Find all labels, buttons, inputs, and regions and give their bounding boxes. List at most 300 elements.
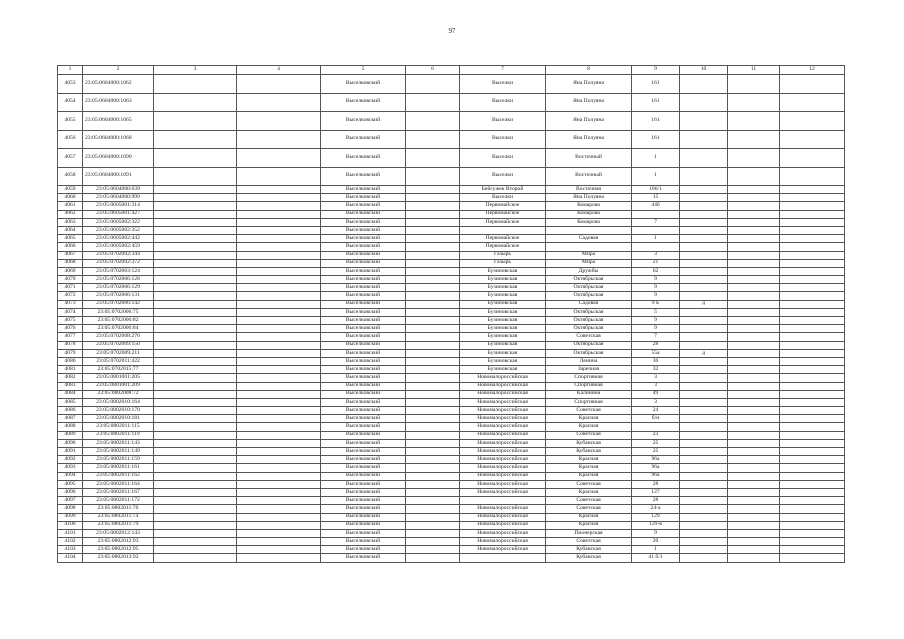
- cell-col-11: [728, 423, 780, 431]
- page-number: 97: [448, 27, 456, 35]
- cell-col-10: [680, 317, 728, 325]
- cell-col-7: Новомалороссийская: [460, 374, 546, 382]
- cell-col-1: 4086: [58, 407, 83, 415]
- cell-col-8: Красная: [546, 472, 632, 480]
- cell-col-8: Пионерская: [546, 529, 632, 537]
- cell-col-3: [154, 130, 237, 149]
- cell-col-8: Октябрьская: [546, 341, 632, 349]
- cell-col-2: 23:05:0802011:74: [83, 513, 154, 521]
- cell-col-4: [237, 341, 321, 349]
- cell-col-5: Выселковский: [321, 538, 406, 546]
- cell-col-1: 4070: [58, 276, 83, 284]
- cell-col-2: 23:05:0702006:129: [83, 284, 154, 292]
- cell-col-9: 161: [632, 93, 680, 112]
- cell-col-8: Мира: [546, 259, 632, 267]
- cell-col-9: 7: [632, 218, 680, 226]
- cell-col-12: [780, 423, 845, 431]
- cell-col-10: [680, 284, 728, 292]
- cell-col-3: [154, 112, 237, 131]
- cell-col-5: Выселковский: [321, 357, 406, 365]
- cell-col-6: [406, 167, 460, 186]
- cell-col-8: [546, 243, 632, 251]
- cell-col-11: [728, 235, 780, 243]
- cell-col-11: [728, 398, 780, 406]
- cell-col-2: 23:05:0702006:131: [83, 292, 154, 300]
- cell-col-4: [237, 218, 321, 226]
- cell-col-7: Выселки: [460, 167, 546, 186]
- cell-col-10: [680, 538, 728, 546]
- cell-col-3: [154, 472, 237, 480]
- cell-col-12: [780, 407, 845, 415]
- cell-col-5: Выселковский: [321, 480, 406, 488]
- col-10-header: 10: [680, 66, 728, 75]
- table-row: [58, 349, 845, 357]
- cell-col-3: [154, 251, 237, 259]
- table-row: [58, 431, 845, 439]
- cell-col-1: 4089: [58, 431, 83, 439]
- cell-col-8: Калинина: [546, 390, 632, 398]
- cell-col-7: Выселки: [460, 75, 546, 94]
- table-row: [58, 456, 845, 464]
- cell-col-10: [680, 472, 728, 480]
- cell-col-12: [780, 497, 845, 505]
- cell-col-7: Первомайское: [460, 235, 546, 243]
- cell-col-1: 4075: [58, 317, 83, 325]
- col-3-header: 3: [154, 66, 237, 75]
- cell-col-1: 4054: [58, 93, 83, 112]
- table-row: [58, 112, 845, 131]
- cell-col-10: [680, 149, 728, 168]
- cell-col-4: [237, 243, 321, 251]
- cell-col-10: [680, 513, 728, 521]
- cell-col-11: [728, 521, 780, 529]
- cell-col-2: 23:05:0802010:170: [83, 407, 154, 415]
- cell-col-5: Выселковский: [321, 521, 406, 529]
- cell-col-3: [154, 186, 237, 194]
- cell-col-3: [154, 235, 237, 243]
- table-row: [58, 505, 845, 513]
- cell-col-6: [406, 423, 460, 431]
- cell-col-12: [780, 521, 845, 529]
- cell-col-3: [154, 267, 237, 275]
- cell-col-1: 4080: [58, 357, 83, 365]
- cell-col-3: [154, 390, 237, 398]
- cell-col-5: Выселковский: [321, 390, 406, 398]
- cell-col-3: [154, 456, 237, 464]
- cell-col-12: [780, 488, 845, 496]
- cell-col-8: Советская: [546, 538, 632, 546]
- cell-col-1: 4076: [58, 325, 83, 333]
- cell-col-3: [154, 464, 237, 472]
- cell-col-2: 23:05:0802011:159: [83, 456, 154, 464]
- cell-col-3: [154, 505, 237, 513]
- cell-col-9: 9 Б: [632, 300, 680, 308]
- cell-col-6: [406, 439, 460, 447]
- cell-col-9: 23: [632, 431, 680, 439]
- cell-col-12: [780, 292, 845, 300]
- cell-col-8: Кубанская: [546, 554, 632, 562]
- col-5-header: 5: [321, 66, 406, 75]
- table-row: [58, 218, 845, 226]
- cell-col-2: 23:05:0802011:162: [83, 472, 154, 480]
- cell-col-8: Красная: [546, 415, 632, 423]
- cell-col-7: Новомалороссийская: [460, 456, 546, 464]
- cell-col-8: Дружбы: [546, 267, 632, 275]
- cell-col-4: [237, 554, 321, 562]
- cell-col-1: 4058: [58, 167, 83, 186]
- cell-col-11: [728, 357, 780, 365]
- cell-col-2: 23:05:0802012:95: [83, 546, 154, 554]
- col-4-header: 4: [237, 66, 321, 75]
- cell-col-8: Восточная: [546, 186, 632, 194]
- cell-col-8: Красная: [546, 464, 632, 472]
- cell-col-5: Выселковский: [321, 93, 406, 112]
- cell-col-9: 62: [632, 267, 680, 275]
- cell-col-4: [237, 448, 321, 456]
- cell-col-6: [406, 276, 460, 284]
- cell-col-4: [237, 93, 321, 112]
- cell-col-8: Спортивная: [546, 398, 632, 406]
- cell-col-2: 23:05:0802011:79: [83, 521, 154, 529]
- cell-col-1: 4088: [58, 423, 83, 431]
- cell-col-6: [406, 267, 460, 275]
- cell-col-12: [780, 75, 845, 94]
- cell-col-10: [680, 480, 728, 488]
- table-row: [58, 357, 845, 365]
- cell-col-9: 3: [632, 374, 680, 382]
- cell-col-2: 23:05:0605002:322: [83, 218, 154, 226]
- cell-col-11: [728, 186, 780, 194]
- cell-col-7: Новомалороссийская: [460, 407, 546, 415]
- cell-col-4: [237, 186, 321, 194]
- cell-col-12: [780, 448, 845, 456]
- cell-col-6: [406, 284, 460, 292]
- cell-col-4: [237, 415, 321, 423]
- cell-col-1: 4063: [58, 218, 83, 226]
- cell-col-12: [780, 218, 845, 226]
- cell-col-10: [680, 341, 728, 349]
- cell-col-12: [780, 243, 845, 251]
- cell-col-11: [728, 382, 780, 390]
- cell-col-8: Садовая: [546, 235, 632, 243]
- cell-col-12: [780, 276, 845, 284]
- cell-col-10: [680, 554, 728, 562]
- cell-col-4: [237, 112, 321, 131]
- cell-col-11: [728, 431, 780, 439]
- cell-col-10: [680, 439, 728, 447]
- cell-col-1: 4053: [58, 75, 83, 94]
- cell-col-6: [406, 374, 460, 382]
- cell-col-9: 1: [632, 149, 680, 168]
- cell-col-11: [728, 472, 780, 480]
- table-row: [58, 130, 845, 149]
- cell-col-2: 23:05:0604000:1062: [83, 75, 154, 94]
- cell-col-2: 23:05:0802012:143: [83, 529, 154, 537]
- cell-col-1: 4074: [58, 308, 83, 316]
- cell-col-5: Выселковский: [321, 366, 406, 374]
- table-row: [58, 398, 845, 406]
- cell-col-3: [154, 488, 237, 496]
- cell-col-7: Новомалороссийская: [460, 521, 546, 529]
- table-row: [58, 235, 845, 243]
- cell-col-1: 4057: [58, 149, 83, 168]
- cell-col-4: [237, 529, 321, 537]
- cell-col-8: Советская: [546, 407, 632, 415]
- cell-col-5: Выселковский: [321, 554, 406, 562]
- cell-col-10: [680, 382, 728, 390]
- cell-col-7: Бузиновская: [460, 267, 546, 275]
- cell-col-8: Яна Полуяна: [546, 75, 632, 94]
- cell-col-5: Выселковский: [321, 259, 406, 267]
- cell-col-12: [780, 480, 845, 488]
- table-row: [58, 366, 845, 374]
- cell-col-8: Мира: [546, 251, 632, 259]
- cell-col-12: [780, 284, 845, 292]
- cell-col-5: Выселковский: [321, 382, 406, 390]
- cell-col-11: [728, 167, 780, 186]
- cell-col-12: [780, 415, 845, 423]
- cell-col-10: [680, 167, 728, 186]
- cell-col-12: [780, 390, 845, 398]
- table-row: [58, 300, 845, 308]
- table-row: [58, 472, 845, 480]
- col-6-header: 6: [406, 66, 460, 75]
- table-row: [58, 210, 845, 218]
- cell-col-3: [154, 300, 237, 308]
- cell-col-3: [154, 431, 237, 439]
- cell-col-9: 127: [632, 488, 680, 496]
- cell-col-6: [406, 390, 460, 398]
- cell-col-1: 4067: [58, 251, 83, 259]
- cell-col-5: Выселковский: [321, 292, 406, 300]
- cell-col-9: 28: [632, 480, 680, 488]
- cell-col-12: [780, 333, 845, 341]
- cell-col-9: 24-а: [632, 505, 680, 513]
- cell-col-7: Новомалороссийская: [460, 505, 546, 513]
- cell-col-3: [154, 497, 237, 505]
- cell-col-1: 4104: [58, 554, 83, 562]
- cell-col-6: [406, 505, 460, 513]
- cell-col-2: 23:05:0605002:352: [83, 226, 154, 234]
- cell-col-12: [780, 251, 845, 259]
- cell-col-3: [154, 480, 237, 488]
- cell-col-1: 4087: [58, 415, 83, 423]
- cell-col-10: [680, 448, 728, 456]
- cell-col-2: 23:05:0702008:276: [83, 333, 154, 341]
- cell-col-10: [680, 325, 728, 333]
- cell-col-5: Выселковский: [321, 529, 406, 537]
- cell-col-5: Выселковский: [321, 300, 406, 308]
- cell-col-12: [780, 456, 845, 464]
- cell-col-7: Бузиновская: [460, 366, 546, 374]
- cell-col-5: Выселковский: [321, 167, 406, 186]
- cell-col-9: 55а: [632, 349, 680, 357]
- cell-col-5: Выселковский: [321, 456, 406, 464]
- cell-col-2: 23:05:0604000:1090: [83, 149, 154, 168]
- cell-col-11: [728, 292, 780, 300]
- cell-col-1: 4093: [58, 464, 83, 472]
- cell-col-8: Октябрьская: [546, 292, 632, 300]
- cell-col-2: 23:05:0802010:181: [83, 415, 154, 423]
- cell-col-3: [154, 415, 237, 423]
- cell-col-4: [237, 472, 321, 480]
- cell-col-1: 4081: [58, 366, 83, 374]
- cell-col-12: [780, 341, 845, 349]
- cell-col-7: Новомалороссийская: [460, 398, 546, 406]
- cell-col-7: Выселки: [460, 93, 546, 112]
- cell-col-5: Выселковский: [321, 513, 406, 521]
- cell-col-10: [680, 546, 728, 554]
- cell-col-12: [780, 505, 845, 513]
- cell-col-1: 4055: [58, 112, 83, 131]
- cell-col-7: Газырь: [460, 251, 546, 259]
- cell-col-3: [154, 382, 237, 390]
- cell-col-9: 25: [632, 448, 680, 456]
- table-row: [58, 325, 845, 333]
- cell-col-1: 4072: [58, 292, 83, 300]
- cell-col-4: [237, 398, 321, 406]
- cell-col-6: [406, 546, 460, 554]
- cell-col-7: Новомалороссийская: [460, 390, 546, 398]
- cell-col-1: 4064: [58, 226, 83, 234]
- cell-col-7: Выселки: [460, 112, 546, 131]
- cell-col-12: [780, 112, 845, 131]
- cell-col-4: [237, 366, 321, 374]
- cell-col-10: [680, 521, 728, 529]
- cell-col-4: [237, 546, 321, 554]
- col-1-header: 1: [58, 66, 83, 75]
- cell-col-3: [154, 374, 237, 382]
- cell-col-5: Выселковский: [321, 431, 406, 439]
- cell-col-10: [680, 390, 728, 398]
- cell-col-9: 1: [632, 546, 680, 554]
- table-row: [58, 93, 845, 112]
- cell-col-11: [728, 93, 780, 112]
- cell-col-9: 21: [632, 259, 680, 267]
- cell-col-2: 23:05:0702002:344: [83, 251, 154, 259]
- cell-col-2: 23:05:0702006:84: [83, 325, 154, 333]
- cell-col-1: 4090: [58, 439, 83, 447]
- cell-col-5: Выселковский: [321, 317, 406, 325]
- cell-col-10: [680, 210, 728, 218]
- cell-col-10: д: [680, 349, 728, 357]
- cell-col-9: 24: [632, 407, 680, 415]
- cell-col-7: Бузиновская: [460, 276, 546, 284]
- cell-col-5: Выселковский: [321, 333, 406, 341]
- cell-col-8: Красная: [546, 456, 632, 464]
- cell-col-12: [780, 317, 845, 325]
- cell-col-11: [728, 325, 780, 333]
- table-row: [58, 317, 845, 325]
- header-row: [58, 66, 845, 75]
- cell-col-9: 161: [632, 130, 680, 149]
- cell-col-10: [680, 235, 728, 243]
- cell-col-5: Выселковский: [321, 202, 406, 210]
- cell-col-2: 23:05:0802011:149: [83, 448, 154, 456]
- cell-col-7: [460, 226, 546, 234]
- cell-col-2: 23:05:0802011:115: [83, 423, 154, 431]
- cell-col-6: [406, 488, 460, 496]
- cell-col-4: [237, 431, 321, 439]
- table-row: [58, 382, 845, 390]
- cell-col-9: [632, 226, 680, 234]
- cell-col-12: [780, 259, 845, 267]
- cell-col-1: 4091: [58, 448, 83, 456]
- cell-col-10: [680, 464, 728, 472]
- cell-col-1: 4083: [58, 382, 83, 390]
- cell-col-12: [780, 529, 845, 537]
- table-row: [58, 267, 845, 275]
- cell-col-1: 4101: [58, 529, 83, 537]
- cell-col-4: [237, 497, 321, 505]
- cell-col-7: Первомайское: [460, 202, 546, 210]
- cell-col-7: Бузиновская: [460, 325, 546, 333]
- cell-col-12: [780, 464, 845, 472]
- cell-col-7: Бузиновская: [460, 300, 546, 308]
- cell-col-12: [780, 374, 845, 382]
- cell-col-6: [406, 472, 460, 480]
- cell-col-5: Выселковский: [321, 472, 406, 480]
- cell-col-6: [406, 480, 460, 488]
- cell-col-7: Бузиновская: [460, 349, 546, 357]
- table-row: [58, 448, 845, 456]
- cell-col-10: [680, 366, 728, 374]
- cell-col-10: [680, 308, 728, 316]
- col-2-header: 2: [83, 66, 154, 75]
- cell-col-2: 23:05:0802011:172: [83, 497, 154, 505]
- table-row: [58, 284, 845, 292]
- table-row: [58, 390, 845, 398]
- cell-col-8: Октябрьская: [546, 276, 632, 284]
- cell-col-4: [237, 194, 321, 202]
- cell-col-11: [728, 488, 780, 496]
- cell-col-11: [728, 505, 780, 513]
- cell-col-7: Новомалороссийская: [460, 464, 546, 472]
- cell-col-11: [728, 251, 780, 259]
- cell-col-11: [728, 194, 780, 202]
- cell-col-7: Выселки: [460, 149, 546, 168]
- table-row: [58, 259, 845, 267]
- cell-col-6: [406, 300, 460, 308]
- cell-col-1: 4059: [58, 186, 83, 194]
- cell-col-11: [728, 439, 780, 447]
- cell-col-6: [406, 226, 460, 234]
- registry-table: [57, 65, 845, 563]
- cell-col-7: Новомалороссийская: [460, 431, 546, 439]
- cell-col-12: [780, 554, 845, 562]
- cell-col-4: [237, 235, 321, 243]
- cell-col-5: Выселковский: [321, 341, 406, 349]
- cell-col-4: [237, 149, 321, 168]
- cell-col-3: [154, 292, 237, 300]
- cell-col-4: [237, 284, 321, 292]
- cell-col-8: Яна Полуяна: [546, 112, 632, 131]
- cell-col-12: [780, 308, 845, 316]
- cell-col-12: [780, 325, 845, 333]
- cell-col-12: [780, 398, 845, 406]
- cell-col-8: Красная: [546, 488, 632, 496]
- cell-col-6: [406, 194, 460, 202]
- cell-col-6: [406, 456, 460, 464]
- cell-col-8: Комарова: [546, 202, 632, 210]
- cell-col-4: [237, 292, 321, 300]
- cell-col-5: Выселковский: [321, 407, 406, 415]
- cell-col-1: 4094: [58, 472, 83, 480]
- cell-col-4: [237, 130, 321, 149]
- table-row: [58, 149, 845, 168]
- cell-col-6: [406, 398, 460, 406]
- cell-col-8: Советская: [546, 431, 632, 439]
